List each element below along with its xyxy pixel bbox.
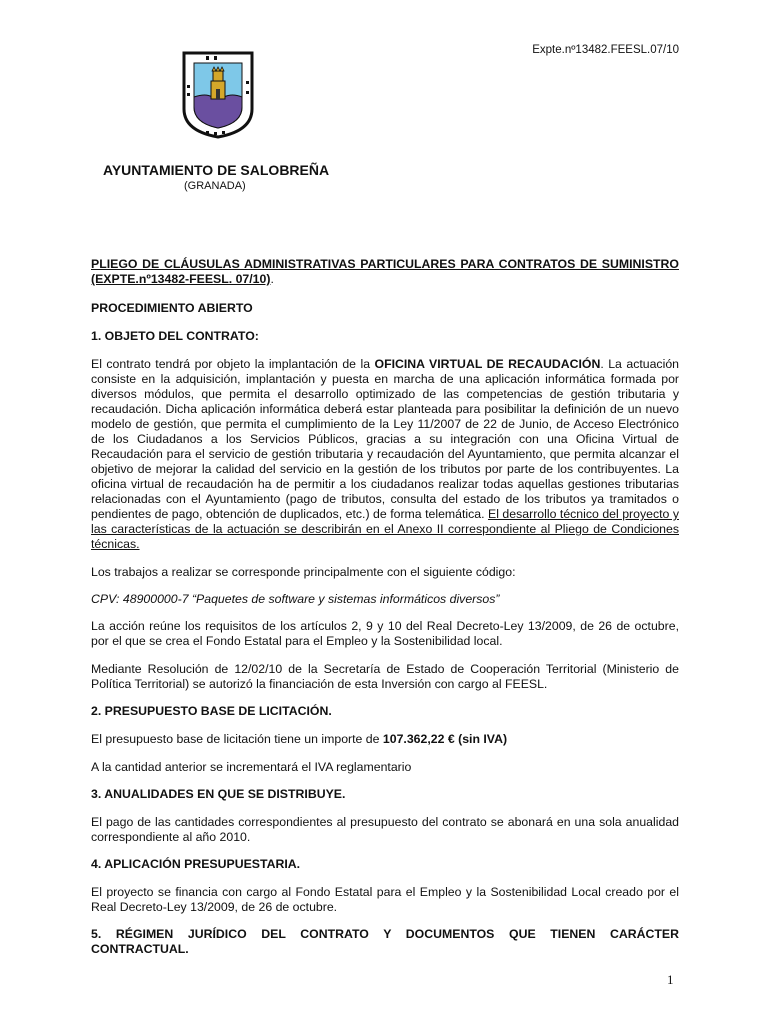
section-3-paragraph-1: El pago de las cantidades correspondientes al presupuesto del contrato se abonará en una sola anualidad correspondiente al año 2010. <box>91 815 679 844</box>
section-4-heading: 4. APLICACIÓN PRESUPUESTARIA. <box>91 857 301 871</box>
section-2-paragraph-2: A la cantidad anterior se incrementará el IVA reglamentario <box>91 760 412 774</box>
cpv-code: CPV: 48900000-7 “Paquetes de software y sistemas informáticos diversos” <box>91 592 500 606</box>
document-body <box>91 257 679 957</box>
province-name: (GRANADA) <box>184 180 246 192</box>
section-3-heading: 3. ANUALIDADES EN QUE SE DISTRIBUYE. <box>91 787 346 801</box>
section-1-paragraph-1: El contrato tendrá por objeto la implantación de la OFICINA VIRTUAL DE RECAUDACIÓN. La actuación consiste en la adquisición, implantación y puesta en marcha de una aplicación informática formada por diversos módulos, que permita el desarrollo optimizado de las competencias de gestión tributaria y recaudación. Dicha aplicación informática deberá estar planteada para posibilitar la definición de un nuevo modelo de gestión, que permita el cumplimiento de la Ley 11/2007 de 22 de Junio, de Acceso Electrónico de los Ciudadanos a los Servicios Públicos, gracias a su integración con una Oficina Virtual de Recaudación para el servicio de gestión tributaria y recaudación del Ayuntamiento, que permita alcanzar el objetivo de mejorar la calidad del servicio en la gestión de los tributos por parte de los contribuyentes. La oficina virtual de recaudación ha de permitir a los ciudadanos realizar todas aquellas gestiones tributarias relacionadas con el Ayuntamiento (pago de tributos, consulta del estado de los tributos ya tramitados o pendientes de pago, obtención de duplicados, etc.) de forma telemática. El desarrollo técnico del proyecto y las características de la actuación se describirán en el Anexo II correspondiente al Pliego de Condiciones técnicas. <box>91 357 679 551</box>
section-1-paragraph-3: La acción reúne los requisitos de los artículos 2, 9 y 10 del Real Decreto-Ley 13/2009, de 26 de octubre, por el que se crea el Fondo Estatal para el Empleo y la Sostenibilidad local. <box>91 619 679 648</box>
section-2-paragraph-1: El presupuesto base de licitación tiene un importe de 107.362,22 € (sin IVA) <box>91 732 508 746</box>
organization-name: AYUNTAMIENTO DE SALOBREÑA <box>103 162 330 178</box>
section-5-heading: 5. RÉGIMEN JURÍDICO DEL CONTRATO Y DOCUMENTOS QUE TIENEN CARÁCTER CONTRACTUAL. <box>91 927 679 956</box>
section-2-heading: 2. PRESUPUESTO BASE DE LICITACIÓN. <box>91 704 332 718</box>
section-1-paragraph-2: Los trabajos a realizar se corresponde principalmente con el siguiente código: <box>91 565 516 579</box>
section-1-heading: 1. OBJETO DEL CONTRATO: <box>91 329 259 343</box>
page-number: 1 <box>667 972 674 987</box>
section-4-paragraph-1: El proyecto se financia con cargo al Fondo Estatal para el Empleo y la Sostenibilidad Local creado por el Real Decreto-Ley 13/2009, de 26 de octubre. <box>91 885 679 914</box>
procedure-heading: PROCEDIMIENTO ABIERTO <box>91 301 253 315</box>
expediente-reference: Expte.nº13482.FEESL.07/10 <box>532 44 679 56</box>
document-title: PLIEGO DE CLÁUSULAS ADMINISTRATIVAS PARTICULARES PARA CONTRATOS DE SUMINISTRO (EXPTE.nº13482-FEESL. 07/10). <box>91 257 679 286</box>
section-1-paragraph-4: Mediante Resolución de 12/02/10 de la Secretaría de Estado de Cooperación Territorial (Ministerio de Política Territorial) se autorizó la financiación de esta Inversión con cargo al FEESL. <box>91 662 679 691</box>
municipal-coat-of-arms-icon <box>178 47 258 139</box>
